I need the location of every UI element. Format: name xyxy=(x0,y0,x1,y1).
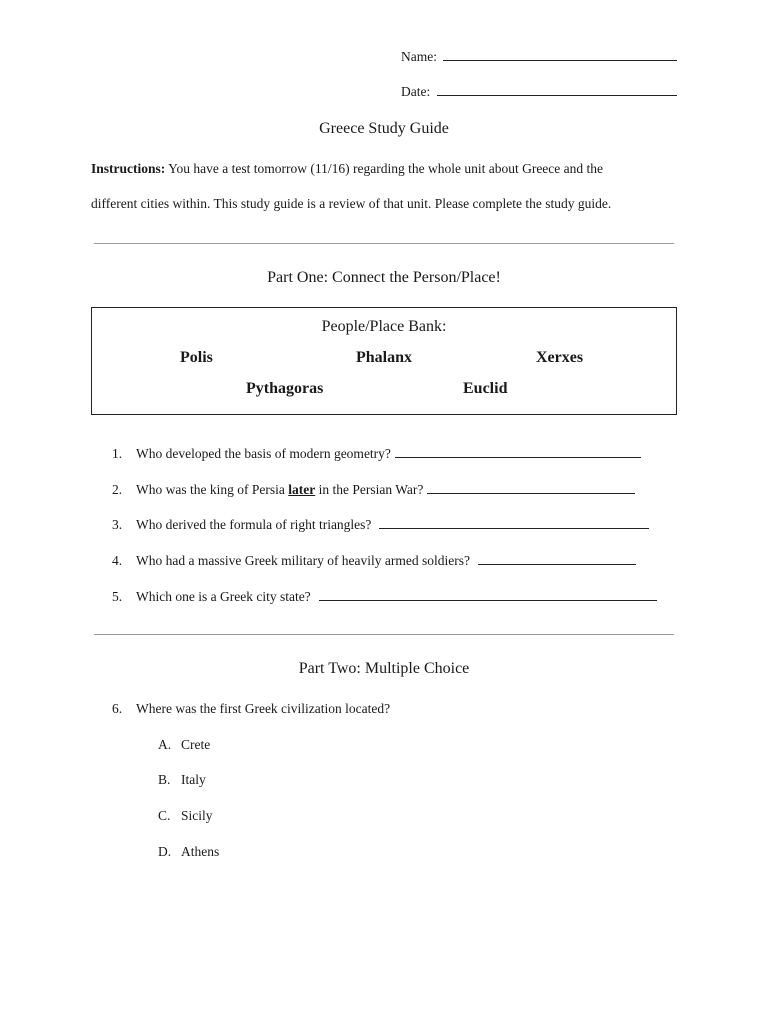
question-number: 5. xyxy=(112,589,123,604)
question-number: 2. xyxy=(112,482,123,497)
question-number: 4. xyxy=(112,553,123,568)
option-d[interactable] xyxy=(158,844,219,860)
answer-blank[interactable] xyxy=(379,516,649,529)
question-number: 3. xyxy=(112,517,123,532)
question-5 xyxy=(112,588,657,605)
answer-blank[interactable] xyxy=(319,588,657,601)
page-title: Greece Study Guide xyxy=(319,120,449,137)
option-text: Crete xyxy=(181,737,211,752)
question-text: Who developed the basis of modern geometry? xyxy=(136,446,391,461)
bank-word-xerxes: Xerxes xyxy=(536,349,584,366)
option-letter: A. xyxy=(158,737,172,752)
question-2 xyxy=(112,481,635,498)
answer-blank[interactable] xyxy=(427,481,635,494)
bank-word-euclid: Euclid xyxy=(463,380,508,397)
divider-1 xyxy=(94,243,674,244)
option-letter: B. xyxy=(158,772,171,787)
name-label: Name: xyxy=(401,49,437,64)
question-number: 1. xyxy=(112,446,123,461)
instructions-label: Instructions: xyxy=(91,161,166,176)
bank-word-polis: Polis xyxy=(180,349,213,366)
date-row xyxy=(401,83,677,100)
question-3 xyxy=(112,516,649,533)
bank-title: People/Place Bank: xyxy=(321,318,447,335)
question-4 xyxy=(112,552,636,569)
part-one-title: Part One: Connect the Person/Place! xyxy=(267,269,501,286)
answer-blank[interactable] xyxy=(395,445,641,458)
question-number: 6. xyxy=(112,701,123,716)
question-1 xyxy=(112,445,641,462)
question-text: Which one is a Greek city state? xyxy=(136,589,311,604)
option-text: Athens xyxy=(181,844,220,859)
question-text-after: in the Persian War? xyxy=(315,482,424,497)
answer-blank[interactable] xyxy=(478,552,636,565)
option-text: Italy xyxy=(181,772,206,787)
name-row xyxy=(401,48,677,65)
bank-word-pythagoras: Pythagoras xyxy=(246,380,324,397)
name-blank[interactable] xyxy=(443,48,677,61)
divider-2 xyxy=(94,634,674,635)
people-place-bank xyxy=(91,307,677,415)
date-blank[interactable] xyxy=(437,83,677,96)
date-label: Date: xyxy=(401,84,431,99)
instructions-line-2: different cities within. This study guide is a review of that unit. Please complete the study guide. xyxy=(91,196,612,211)
question-text: Who derived the formula of right triangles? xyxy=(136,517,372,532)
question-6 xyxy=(112,701,390,717)
instructions-line-1 xyxy=(91,161,603,177)
question-text: Where was the first Greek civilization located? xyxy=(136,701,391,716)
question-text: Who had a massive Greek military of heavily armed soldiers? xyxy=(136,553,471,568)
question-emphasis: later xyxy=(288,482,316,497)
option-letter: C. xyxy=(158,808,171,823)
instructions-text-1: You have a test tomorrow (11/16) regarding the whole unit about Greece and the xyxy=(168,161,604,176)
question-text-before: Who was the king of Persia xyxy=(136,482,289,497)
option-c[interactable] xyxy=(158,808,213,824)
option-text: Sicily xyxy=(181,808,213,823)
bank-word-phalanx: Phalanx xyxy=(356,349,413,366)
part-two-title: Part Two: Multiple Choice xyxy=(298,660,470,677)
option-a[interactable] xyxy=(158,737,210,753)
option-b[interactable] xyxy=(158,772,206,788)
option-letter: D. xyxy=(158,844,172,859)
